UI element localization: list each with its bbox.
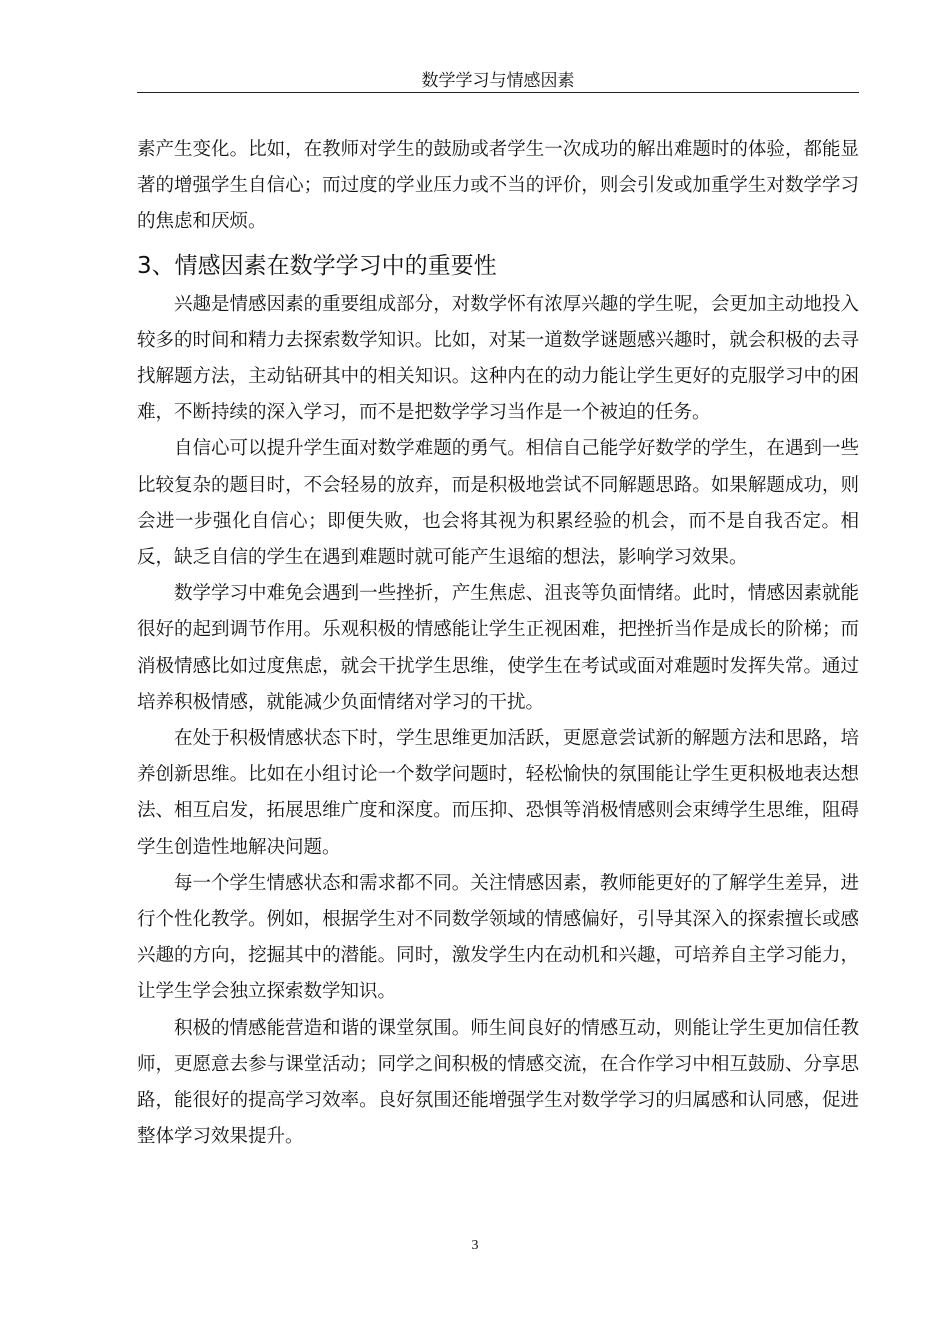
continuation-paragraph: 素产生变化。比如，在教师对学生的鼓励或者学生一次成功的解出难题时的体验，都能显著的增强学生自信心；而过度的学业压力或不当的评价，则会引发或加重学生对数学学习的焦虑和厌烦。 [137,139,859,233]
paragraph-confidence: 自信心可以提升学生面对数学难题的勇气。相信自己能学好数学的学生，在遇到一些比较复杂的题目时，不会轻易的放弃，而是积极地尝试不同解题思路。如果解题成功，则会进一步强化自信心；即便失败，也会将其视为积累经验的机会，而不是自我否定。相反，缺乏自信的学生在遇到难题时就可能产生退缩的想法，影响学习效果。 [137,438,859,569]
paragraph-creative-thinking: 在处于积极情感状态下时，学生思维更加活跃，更愿意尝试新的解题方法和思路，培养创新思维。比如在小组讨论一个数学问题时，轻松愉快的氛围能让学生更积极地表达想法、相互启发，拓展思维广度和深度。而压抑、恐惧等消极情感则会束缚学生思维，阻碍学生创造性地解决问题。 [137,728,859,858]
header-rule [137,92,859,93]
paragraph-interest: 兴趣是情感因素的重要组成部分，对数学怀有浓厚兴趣的学生呢，会更加主动地投入较多的时间和精力去探索数学知识。比如，对某一道数学谜题感兴趣时，就会积极的去寻找解题方法，主动钻研其中的相关知识。这种内在的动力能让学生更好的克服学习中的困难，不断持续的深入学习，而不是把数学学习当作是一个被迫的任务。 [137,293,859,424]
paragraph-individualized-teaching: 每一个学生情感状态和需求都不同。关注情感因素，教师能更好的了解学生差异，进行个性化教学。例如，根据学生对不同数学领域的情感偏好，引导其深入的探索擅长或感兴趣的方向，挖掘其中的潜能。同时，激发学生内在动机和兴趣，可培养自主学习能力，让学生学会独立探索数学知识。 [137,872,859,1003]
paragraph-emotion-regulation: 数学学习中难免会遇到一些挫折，产生焦虑、沮丧等负面情绪。此时，情感因素就能很好的起到调节作用。乐观积极的情感能让学生正视困难，把挫折当作是成长的阶梯；而消极情感比如过度焦虑，就会干扰学生思维，使学生在考试或面对难题时发挥失常。通过培养积极情感，就能减少负面情绪对学习的干扰。 [137,583,859,713]
running-header: 数学学习与情感因素 [421,71,575,91]
page-body [137,132,859,1155]
paragraph-classroom-atmosphere: 积极的情感能营造和谐的课堂氛围。师生间良好的情感互动，则能让学生更加信任教师，更愿意去参与课堂活动；同学之间积极的情感交流，在合作学习中相互鼓励、分享思路，能很好的提高学习效率。良好氛围还能增强学生对数学学习的归属感和认同感，促进整体学习效果提升。 [137,1017,859,1148]
page-number: 3 [471,1238,479,1253]
section-heading: 3、情感因素在数学学习中的重要性 [137,252,497,279]
